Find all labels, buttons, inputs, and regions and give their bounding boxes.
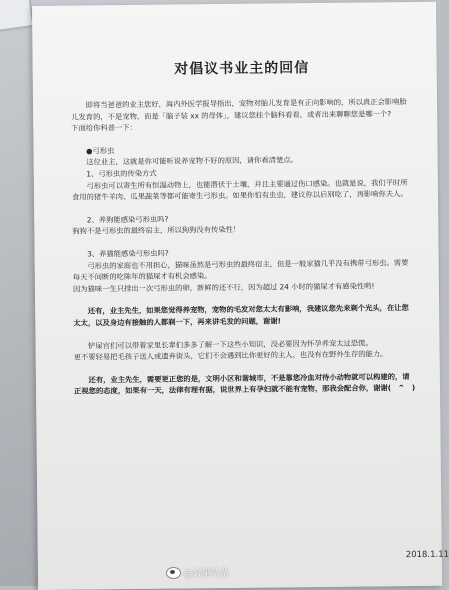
- intro-paragraph: 即将当爸爸的业主您好，海内外医学报导指出，宠物对胎儿发育是有正向影响的，所以真正会影响胎儿发育的，不是宠物，而是「脑子装 xx 的母体」，建议您挂个脑科看看，或者出来聊聊您是哪一个?: [71, 97, 407, 122]
- section2-body: 狗狗不是弓形虫的最终宿主，所以狗狗没有传染性！: [72, 225, 241, 236]
- letter-title: 对倡议书业主的回信: [174, 60, 310, 78]
- section1-bullet: ●弓形虫: [86, 145, 115, 156]
- weibo-icon: [166, 567, 181, 579]
- section3-body-2: 因为猫咪一生只排出一次弓形虫的卵，新鲜的还不行，因为超过 24 小时的猫屎才有感染性哟!: [72, 281, 375, 294]
- watermark-text: @合肥头条: [184, 569, 230, 579]
- letter-sheet: [32, 2, 449, 590]
- section1-lead: 这位业主，这就是你可能听说养宠物不好的原因，请你看清楚点。: [86, 155, 298, 167]
- paragraph-advice-2: 更不要轻易把毛孩子送人或遗弃街头，它们不会遇到比你更好的主人，也没有在野外生存的能力。: [73, 349, 388, 362]
- watermark: [166, 566, 229, 579]
- letter-date: 2018.1.11: [405, 549, 449, 561]
- paragraph-advice-1: 铲屎官们可以带着家里长辈们多多了解一下这些小知识，没必要因为怀孕养宠太过恐慌。: [88, 337, 373, 350]
- section1-body: 弓形虫可以寄生所有恒温动物上，也能潜伏于土壤，并且主要通过伤口感染。也就是说，我们平时所食用的猪牛羊肉、瓜果蔬菜等都可能寄生弓形虫。如果你怕有虫虫，建议你以后别吃了，再影响你夫人。: [71, 177, 408, 202]
- section3-heading: 3、养猫能感染弓形虫吗?: [87, 248, 169, 259]
- intro-lead: 下面给你科普一下：: [71, 123, 137, 133]
- section3-body-1: 弓形虫的家庭也不用担心，猫咪虽然是弓形虫的最终宿主，但是一般家猫几乎没有携带弓形虫。需要每天不间断的吃陈年的猫屎才有机会感染。: [72, 257, 409, 282]
- letter-content: [71, 60, 449, 561]
- section1-heading: 1、弓形虫的传染方式: [86, 168, 157, 179]
- section2-heading: 2、养狗能感染弓形虫吗?: [86, 214, 169, 225]
- paragraph-haircut: 还有，业主先生，如果您觉得养宠物，宠物的毛发对您太太有影响，我建议您先来剃个光头，在让您太太，以及身边有接触的人都剃一下，再来讲毛发的问题，谢谢!: [73, 303, 409, 328]
- paragraph-closing: 还有，业主先生，需要更正您的是，文明小区和谐城市，不是靠您冷血对待小动物就可以构建的，请正视您的态度，如果有一天，法律有理有据，说世界上有孕妇就不能有宠物，那我会配合你，谢谢( ^ ): [73, 371, 416, 396]
